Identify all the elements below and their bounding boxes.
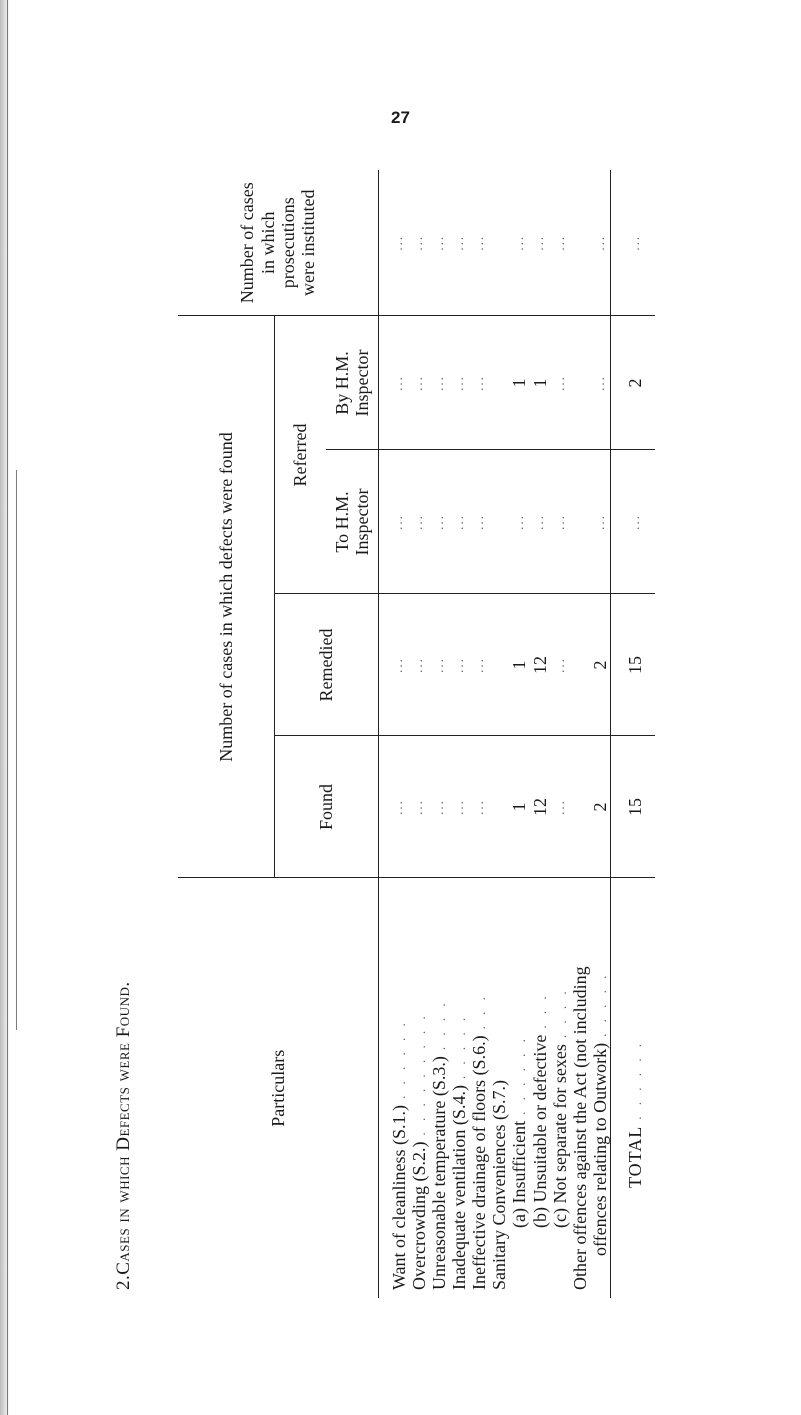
row-label bbox=[530, 878, 550, 1298]
found-cell: ... bbox=[550, 736, 570, 878]
remedied-cell: ... bbox=[469, 594, 489, 736]
total-remedied-cell: 15 bbox=[611, 594, 656, 736]
found-cell: 1 bbox=[509, 736, 529, 878]
leader-dots: . . . . bbox=[432, 999, 448, 1051]
to-hm-cell: ... bbox=[590, 450, 610, 594]
leader-dots: . . . . . . bbox=[629, 1040, 645, 1120]
remedied-cell: ... bbox=[409, 594, 429, 736]
row-label bbox=[378, 878, 409, 1298]
table-row bbox=[550, 170, 570, 1298]
row-label bbox=[409, 878, 429, 1298]
to-hm-cell: ... bbox=[378, 450, 409, 594]
total-label bbox=[611, 878, 656, 1298]
to-hm-cell: ... bbox=[530, 450, 550, 594]
prosecutions-cell: ... bbox=[469, 170, 489, 316]
by-hm-cell: ... bbox=[429, 316, 449, 450]
found-cell: ... bbox=[429, 736, 449, 878]
found-header: Found bbox=[274, 736, 378, 878]
particulars-header: Particulars bbox=[178, 878, 378, 1298]
row-label bbox=[449, 878, 469, 1298]
prosecutions-cell: ... bbox=[550, 170, 570, 316]
row-label bbox=[489, 878, 509, 1298]
table-row bbox=[378, 170, 409, 1298]
row-label-text: Other offences against the Act (not including bbox=[569, 966, 590, 1290]
leader-dots: . . . . . . . . . bbox=[412, 1012, 428, 1136]
prosecutions-header-text: Number of cases in which prosecutions were instituted bbox=[237, 182, 318, 304]
row-label-text: Unreasonable temperature (S.3.) bbox=[428, 1056, 449, 1290]
row-label bbox=[550, 878, 570, 1298]
remedied-cell: 1 bbox=[509, 594, 529, 736]
found-cell: 12 bbox=[530, 736, 550, 878]
to-hm-inspector-header bbox=[326, 450, 378, 594]
found-cell: ... bbox=[409, 736, 429, 878]
section-number: 2. bbox=[113, 1274, 134, 1290]
page-edge-line bbox=[7, 0, 8, 1415]
found-cell bbox=[489, 736, 509, 878]
to-hm-cell: ... bbox=[429, 450, 449, 594]
by-hm-cell bbox=[489, 316, 509, 450]
table-row bbox=[530, 170, 550, 1298]
found-cell: ... bbox=[449, 736, 469, 878]
table-row bbox=[570, 170, 590, 1298]
prosecutions-cell: ... bbox=[509, 170, 529, 316]
by-hm-cell: ... bbox=[469, 316, 489, 450]
to-hm-cell: ... bbox=[469, 450, 489, 594]
leader-dots: . . . bbox=[473, 993, 489, 1030]
row-label bbox=[469, 878, 489, 1298]
prosecutions-header bbox=[178, 170, 378, 316]
remedied-cell: 12 bbox=[530, 594, 550, 736]
row-label-text: (b) Unsuitable or defective bbox=[529, 1034, 550, 1228]
remedied-cell bbox=[570, 594, 590, 736]
table-row bbox=[489, 170, 509, 1298]
by-hm-cell: ... bbox=[449, 316, 469, 450]
total-row bbox=[611, 170, 656, 1298]
page-number: 27 bbox=[391, 108, 410, 127]
prosecutions-cell: ... bbox=[590, 170, 610, 316]
leader-dots: . . . . bbox=[553, 987, 569, 1039]
prosecutions-cell: ... bbox=[449, 170, 469, 316]
row-label-text: (c) Not separate for sexes bbox=[549, 1044, 570, 1228]
remedied-cell: ... bbox=[429, 594, 449, 736]
by-hm-cell: ... bbox=[590, 316, 610, 450]
remedied-cell: 2 bbox=[590, 594, 610, 736]
leader-dots: . . . . . . bbox=[392, 1019, 408, 1099]
leader-dots: . . . bbox=[533, 992, 549, 1029]
row-label bbox=[429, 878, 449, 1298]
remedied-cell: ... bbox=[378, 594, 409, 736]
row-label-text: (a) Insufficient bbox=[509, 1120, 530, 1228]
row-label-text: Inadequate ventilation (S.4.) bbox=[448, 1085, 469, 1290]
page-edge-shadow bbox=[0, 0, 10, 1415]
referred-header: Referred bbox=[274, 316, 326, 594]
leader-dots: . . . . . bbox=[452, 1013, 468, 1080]
row-label-text: Ineffective drainage of floors (S.6.) bbox=[469, 1035, 490, 1290]
found-cell: 2 bbox=[590, 736, 610, 878]
prosecutions-cell: ... bbox=[429, 170, 449, 316]
by-hm-cell: ... bbox=[409, 316, 429, 450]
to-hm-cell: ... bbox=[550, 450, 570, 594]
by-hm-cell: ... bbox=[550, 316, 570, 450]
by-hm-label: By H.M. bbox=[331, 351, 352, 415]
by-hm-inspector-header bbox=[326, 316, 378, 450]
section-title-text: Cases in which Defects were Found. bbox=[113, 981, 134, 1275]
prosecutions-cell: ... bbox=[530, 170, 550, 316]
prosecutions-cell: ... bbox=[378, 170, 409, 316]
total-to-hm-cell: ... bbox=[611, 450, 656, 594]
defects-group-header: Number of cases in which defects were found bbox=[178, 316, 274, 878]
row-label bbox=[570, 878, 590, 1298]
row-label bbox=[590, 878, 610, 1298]
page-edge-line bbox=[16, 470, 17, 1030]
remedied-cell: ... bbox=[550, 594, 570, 736]
to-hm-cell: ... bbox=[449, 450, 469, 594]
row-label-text: Sanitary Conveniences (S.7.) bbox=[489, 1080, 510, 1290]
remedied-header: Remedied bbox=[274, 594, 378, 736]
prosecutions-cell: ... bbox=[409, 170, 429, 316]
found-cell bbox=[570, 736, 590, 878]
table-row bbox=[509, 170, 529, 1298]
leader-dots: . . . . . bbox=[594, 971, 610, 1037]
leader-dots: . . . . . . bbox=[513, 1035, 529, 1115]
to-hm-cell bbox=[489, 450, 509, 594]
to-hm-cell: ... bbox=[509, 450, 529, 594]
by-hm-cell: 1 bbox=[530, 316, 550, 450]
by-hm-cell: ... bbox=[378, 316, 409, 450]
defects-table bbox=[178, 170, 646, 1298]
by-hm-inspector-label: Inspector bbox=[351, 349, 372, 417]
total-found-cell: 15 bbox=[611, 736, 656, 878]
to-hm-label: To H.M. bbox=[331, 491, 352, 553]
row-label bbox=[509, 878, 529, 1298]
to-hm-inspector-label: Inspector bbox=[351, 488, 372, 556]
prosecutions-cell bbox=[570, 170, 590, 316]
total-by-hm-cell: 2 bbox=[611, 316, 656, 450]
remedied-cell bbox=[489, 594, 509, 736]
row-label-text: offences relating to Outwork) bbox=[590, 1042, 611, 1256]
to-hm-cell bbox=[570, 450, 590, 594]
table-row bbox=[469, 170, 489, 1298]
row-label-text: Want of cleanliness (S.1.) bbox=[388, 1104, 409, 1290]
to-hm-cell: ... bbox=[409, 450, 429, 594]
by-hm-cell: 1 bbox=[509, 316, 529, 450]
found-cell: ... bbox=[469, 736, 489, 878]
section-title bbox=[113, 981, 135, 1290]
total-label-text: TOTAL bbox=[625, 1125, 646, 1188]
table-row bbox=[590, 170, 610, 1298]
by-hm-cell bbox=[570, 316, 590, 450]
table-row bbox=[409, 170, 429, 1298]
table-row bbox=[429, 170, 449, 1298]
table-row bbox=[449, 170, 469, 1298]
found-cell: ... bbox=[378, 736, 409, 878]
total-prosecutions-cell: ... bbox=[611, 170, 656, 316]
row-label-text: Overcrowding (S.2.) bbox=[408, 1141, 429, 1290]
remedied-cell: ... bbox=[449, 594, 469, 736]
prosecutions-cell bbox=[489, 170, 509, 316]
